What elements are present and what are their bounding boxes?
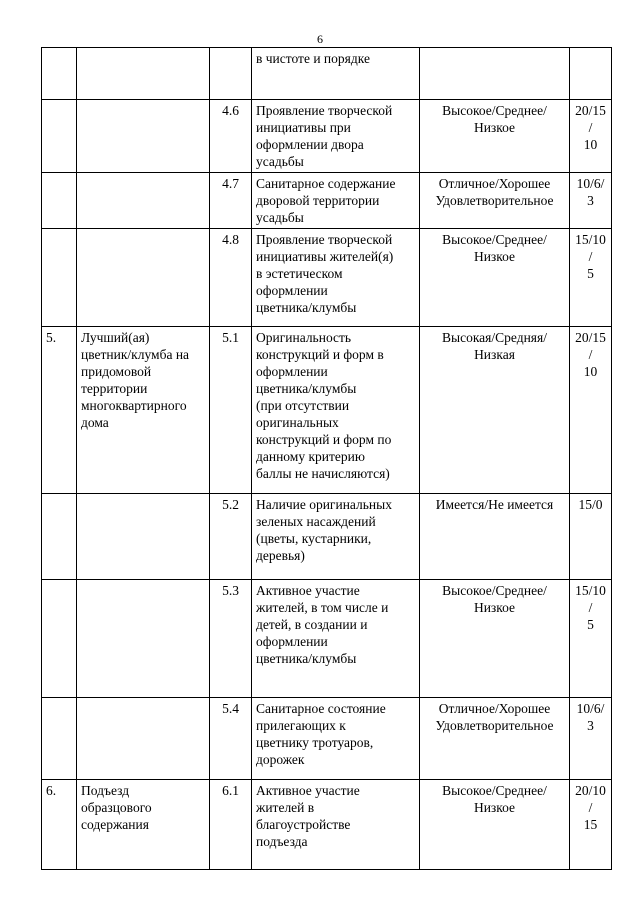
grade-cell: Отличное/Хорошее Удовлетворительное — [420, 698, 570, 780]
sub-number-cell: 6.1 — [210, 780, 252, 870]
criterion-cell: Активное участие жителей, в том числе и детей, в создании и оформлении цветника/клумбы — [252, 580, 420, 698]
row-number-cell — [42, 580, 77, 698]
row-number-cell: 5. — [42, 327, 77, 494]
sub-number-cell: 5.3 — [210, 580, 252, 698]
nomination-cell — [77, 229, 210, 327]
points-cell: 20/15/ 10 — [570, 327, 612, 494]
sub-number-cell: 4.7 — [210, 173, 252, 229]
points-cell: 10/6/ 3 — [570, 173, 612, 229]
nomination-cell: Лучший(ая) цветник/клумба на придомовой территории многоквартирного дома — [77, 327, 210, 494]
sub-number-cell: 5.1 — [210, 327, 252, 494]
sub-number-cell: 4.6 — [210, 100, 252, 173]
table-row — [42, 229, 612, 327]
points-cell: 20/15/ 10 — [570, 100, 612, 173]
sub-number-cell: 4.8 — [210, 229, 252, 327]
grade-cell: Высокое/Среднее/ Низкое — [420, 580, 570, 698]
points-cell: 15/10/ 5 — [570, 580, 612, 698]
criterion-cell: Санитарное содержание дворовой территории усадьбы — [252, 173, 420, 229]
nomination-cell — [77, 494, 210, 580]
points-cell — [570, 48, 612, 100]
nomination-cell — [77, 580, 210, 698]
row-number-cell — [42, 494, 77, 580]
grade-cell: Высокое/Среднее/ Низкое — [420, 100, 570, 173]
table-row — [42, 327, 612, 494]
nomination-cell: Подъезд образцового содержания — [77, 780, 210, 870]
table-row — [42, 780, 612, 870]
page-number: 6 — [317, 32, 323, 46]
row-number-cell — [42, 229, 77, 327]
points-cell: 20/10/ 15 — [570, 780, 612, 870]
grade-cell: Имеется/Не имеется — [420, 494, 570, 580]
criterion-cell: Наличие оригинальных зеленых насаждений (цветы, кустарники, деревья) — [252, 494, 420, 580]
nomination-cell — [77, 100, 210, 173]
criteria-table — [41, 47, 612, 870]
sub-number-cell: 5.2 — [210, 494, 252, 580]
criterion-cell: Активное участие жителей в благоустройстве подъезда — [252, 780, 420, 870]
sub-number-cell: 5.4 — [210, 698, 252, 780]
row-number-cell — [42, 48, 77, 100]
table-row — [42, 173, 612, 229]
sub-number-cell — [210, 48, 252, 100]
row-number-cell — [42, 698, 77, 780]
grade-cell: Высокая/Средняя/ Низкая — [420, 327, 570, 494]
criterion-cell: Санитарное состояние прилегающих к цветнику тротуаров, дорожек — [252, 698, 420, 780]
grade-cell: Отличное/Хорошее Удовлетворительное — [420, 173, 570, 229]
nomination-cell — [77, 48, 210, 100]
row-number-cell — [42, 173, 77, 229]
grade-cell — [420, 48, 570, 100]
row-number-cell — [42, 100, 77, 173]
grade-cell: Высокое/Среднее/ Низкое — [420, 229, 570, 327]
table-row — [42, 100, 612, 173]
points-cell: 15/0 — [570, 494, 612, 580]
criterion-cell: Оригинальность конструкций и форм в оформлении цветника/клумбы (при отсутствии оригинальных конструкций и форм по данному критерию баллы не начисляются) — [252, 327, 420, 494]
row-number-cell: 6. — [42, 780, 77, 870]
criterion-cell: Проявление творческой инициативы при оформлении двора усадьбы — [252, 100, 420, 173]
criterion-cell: Проявление творческой инициативы жителей(я) в эстетическом оформлении цветника/клумбы — [252, 229, 420, 327]
table-row — [42, 494, 612, 580]
table-row — [42, 580, 612, 698]
table-row — [42, 698, 612, 780]
grade-cell: Высокое/Среднее/ Низкое — [420, 780, 570, 870]
criterion-cell: в чистоте и порядке — [252, 48, 420, 100]
nomination-cell — [77, 698, 210, 780]
table-row — [42, 48, 612, 100]
nomination-cell — [77, 173, 210, 229]
points-cell: 15/10/ 5 — [570, 229, 612, 327]
points-cell: 10/6/3 — [570, 698, 612, 780]
